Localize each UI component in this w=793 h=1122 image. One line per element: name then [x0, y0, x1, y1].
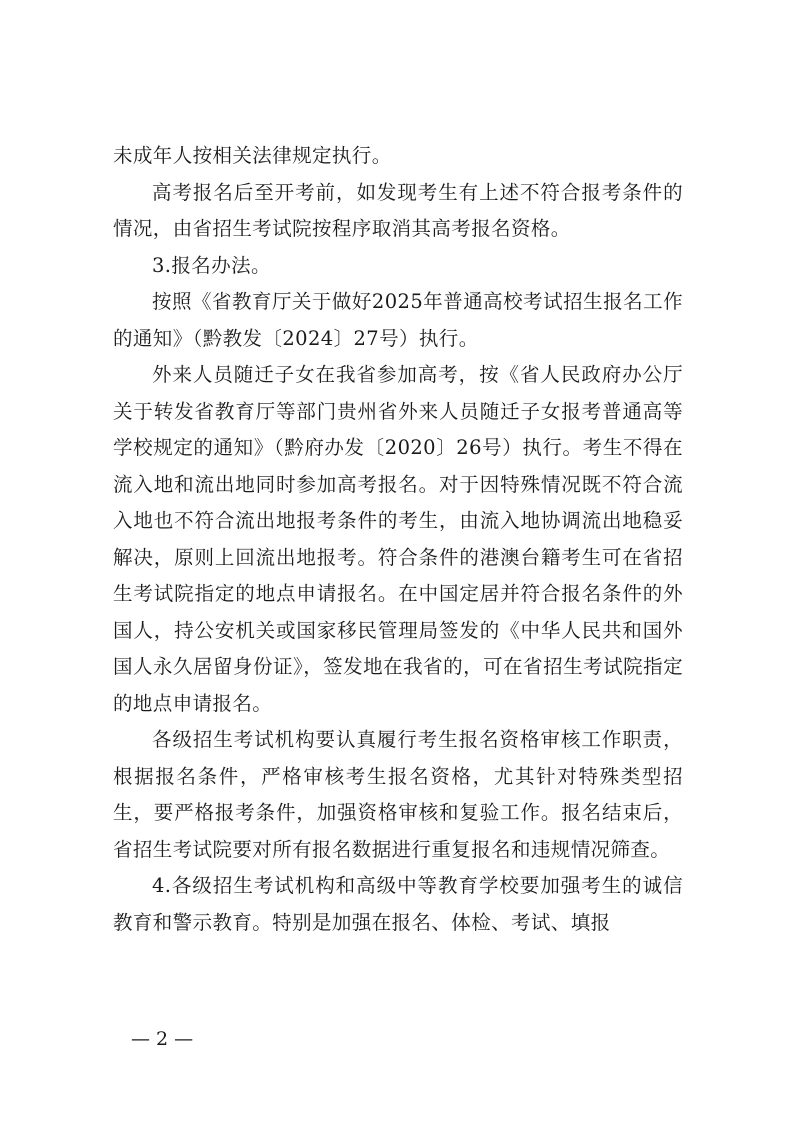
paragraph: 按照《省教育厅关于做好2025年普通高校考试招生报名工作的通知》（黔教发〔2024〕27号）执行。: [113, 290, 683, 350]
section-heading: 3.报名办法。: [152, 253, 271, 277]
paragraph: 未成年人按相关法律规定执行。: [113, 144, 392, 167]
page-number: — 2 —: [131, 1028, 194, 1050]
paragraph: 4.各级招生考试机构和高级中等教育学校要加强考生的诚信教育和警示教育。特别是加强在报名、体检、考试、填报: [113, 874, 683, 934]
paragraph: 高考报名后至开考前，如发现考生有上述不符合报考条件的情况，由省招生考试院按程序取消其高考报名资格。: [113, 180, 683, 240]
paragraph: 各级招生考试机构要认真履行考生报名资格审核工作职责，根据报名条件，严格审核考生报名资格，尤其针对特殊类型招生，要严格报考条件，加强资格审核和复验工作。报名结束后，省招生考试院要对所有报名数据进行重复报名和违规情况筛查。: [113, 728, 683, 861]
body-text: [113, 138, 683, 941]
paragraph: 外来人员随迁子女在我省参加高考，按《省人民政府办公厅关于转发省教育厅等部门贵州省外来人员随迁子女报考普通高等学校规定的通知》（黔府办发〔2020〕26号）执行。考生不得在流入地和流出地同时参加高考报名。对于因特殊情况既不符合流入地也不符合流出地报考条件的考生，由流入地协调流出地稳妥解决，原则上回流出地报考。符合条件的港澳台籍考生可在省招生考试院指定的地点申请报名。在中国定居并符合报名条件的外国人，持公安机关或国家移民管理局签发的《中华人民共和国外国人永久居留身份证》，签发地在我省的，可在省招生考试院指定的地点申请报名。: [113, 363, 683, 715]
